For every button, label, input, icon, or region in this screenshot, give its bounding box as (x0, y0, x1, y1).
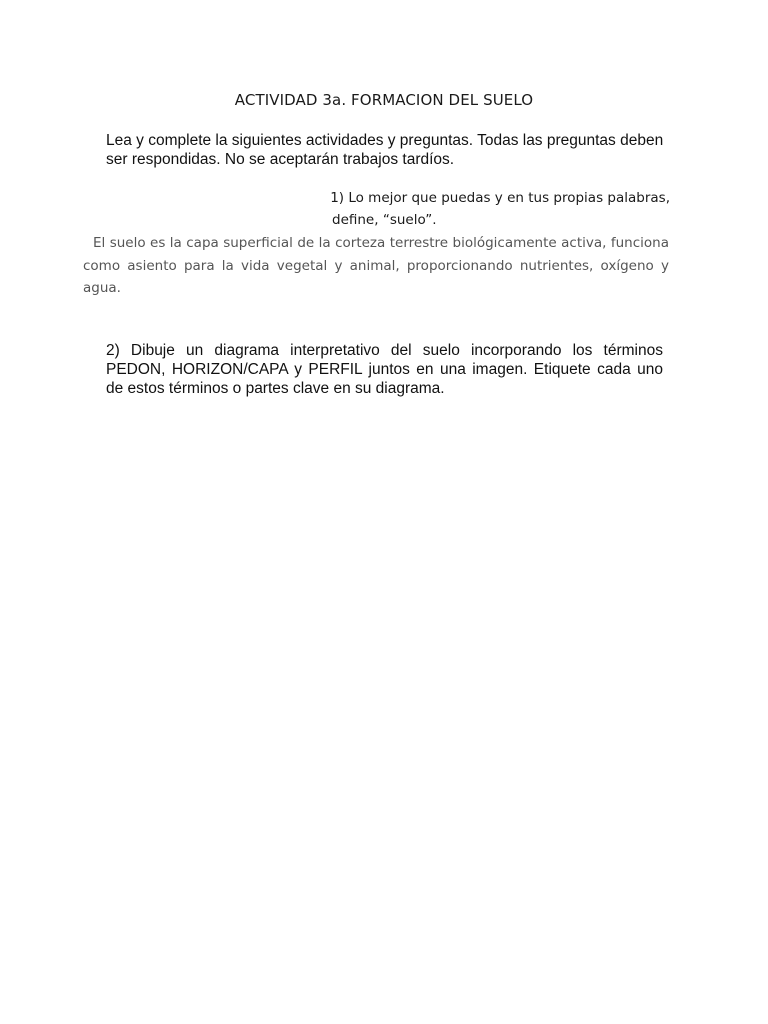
question-1-line-2: define, “suelo”. (332, 212, 437, 228)
question-1-line-1: 1) Lo mejor que puedas y en tus propias palabras, (330, 190, 670, 206)
answer-1: El suelo es la capa superficial de la corteza terrestre biológicamente activa, funciona como asiento para la vida vegetal y animal, proporcionando nutrientes, oxígeno y agua. (83, 235, 669, 296)
page-title: ACTIVIDAD 3a. FORMACION DEL SUELO (234, 91, 534, 109)
question-1 (300, 187, 670, 231)
instructions-paragraph: Lea y complete la siguientes actividades y preguntas. Todas las preguntas deben ser respondidas. No se aceptarán trabajos tardíos. (106, 132, 664, 168)
question-2: 2) Dibuje un diagrama interpretativo del suelo incorporando los términos PEDON, HORIZON/CAPA y PERFIL juntos en una imagen. Etiquete cada uno de estos términos o partes clave en su diagrama. (106, 342, 663, 397)
